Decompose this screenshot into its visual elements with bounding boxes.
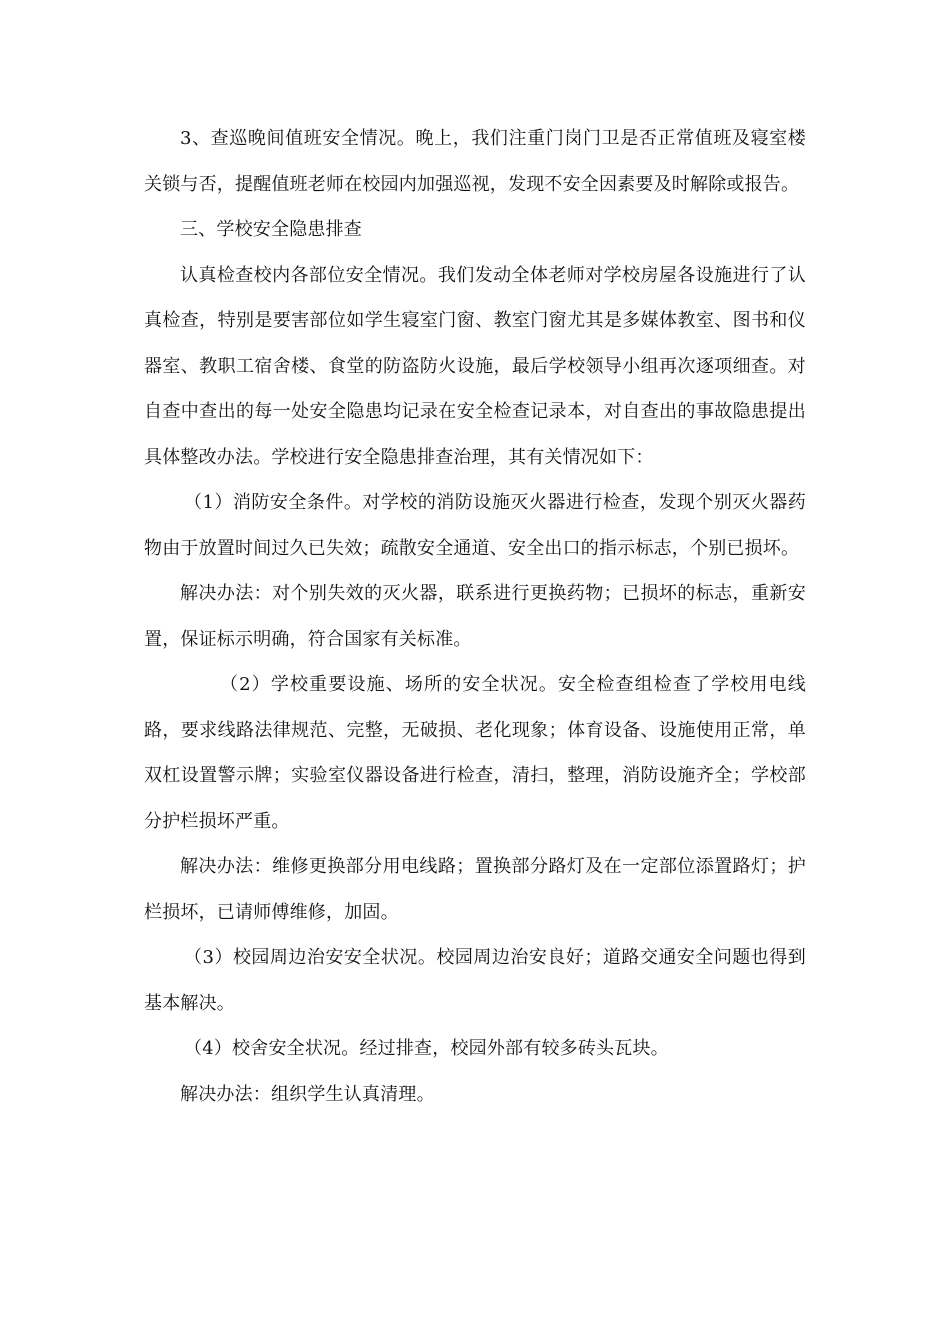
paragraph-building-solution: 解决办法：组织学生认真清理。	[180, 1083, 435, 1105]
section-heading-hazard-inspection: 三、学校安全隐患排查	[180, 219, 362, 240]
paragraph-facilities-safety: （2）学校重要设施、场所的安全状况。安全检查组检查了学校用电线路，要求线路法律规范、完整，无破损、老化现象；体育设备、设施使用正常，单双杠设置警示牌；实验室仪器设备进行检查，清扫，整理，消防设施齐全；学校部分护栏损坏严重。	[144, 674, 806, 832]
paragraph-fire-safety-solution: 解决办法：对个别失效的灭火器，联系进行更换药物；已损坏的标志，重新安置，保证标示明确，符合国家有关标准。	[144, 583, 806, 650]
paragraph-facilities-solution: 解决办法：维修更换部分用电线路；置换部分路灯及在一定部位添置路灯；护栏损坏，已请师傅维修，加固。	[144, 856, 806, 923]
document-body	[144, 116, 806, 1117]
paragraph-campus-surroundings: （3）校园周边治安安全状况。校园周边治安良好；道路交通安全问题也得到基本解决。	[144, 947, 806, 1014]
paragraph-night-duty-check: 3、查巡晚间值班安全情况。晚上，我们注重门岗门卫是否正常值班及寝室楼关锁与否，提醒值班老师在校园内加强巡视，发现不安全因素要及时解除或报告。	[144, 128, 806, 195]
paragraph-building-safety: （4）校舍安全状况。经过排查，校园外部有较多砖头瓦块。	[184, 1038, 669, 1059]
paragraph-fire-safety: （1）消防安全条件。对学校的消防设施灭火器进行检查，发现个别灭火器药物由于放置时间过久已失效；疏散安全通道、安全出口的指示标志，个别已损坏。	[144, 492, 806, 559]
paragraph-campus-inspection: 认真检查校内各部位安全情况。我们发动全体老师对学校房屋各设施进行了认真检查，特别是要害部位如学生寝室门窗、教室门窗尤其是多媒体教室、图书和仪器室、教职工宿舍楼、食堂的防盗防火设施，最后学校领导小组再次逐项细查。对自查中查出的每一处安全隐患均记录在安全检查记录本，对自查出的事故隐患提出具体整改办法。学校进行安全隐患排查治理，其有关情况如下：	[144, 264, 806, 468]
